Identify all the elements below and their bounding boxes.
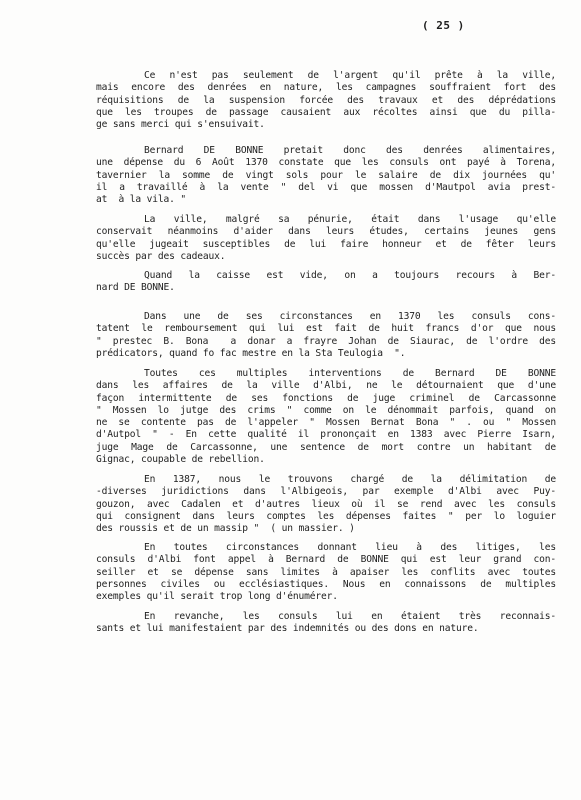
text-line: il a travaillé à la vente " del vi que mossen d'Mautpol avia prest-	[96, 181, 556, 193]
text-line: d'Autpol " - En cette qualité il prononçait en 1383 avec Pierre Isarn,	[96, 429, 556, 441]
text-line: Ce n'est pas seulement de l'argent qu'il prête à la ville,	[144, 70, 556, 81]
text-line: La ville, malgré sa pénurie, était dans l'usage qu'elle	[144, 214, 556, 225]
text-line: at à la vila. "	[96, 194, 187, 206]
text-line: que les troupes de passage causaient aux récoltes ainsi que du pilla-	[96, 106, 556, 118]
paragraph-7	[96, 474, 556, 535]
text-line: façon intermittente de ses fonctions de juge criminel de Carcassonne	[96, 392, 556, 404]
text-line: ne se contente pas de l'appeler " Mossen Bernat Bona " . ou " Mossen	[96, 417, 556, 429]
text-line: réquisitions de la suspension forcée des travaux et des déprédations	[96, 94, 556, 106]
paragraph-6	[96, 368, 556, 466]
text-line: " Mossen lo jutge des crims " comme on le dénommait parfois, quand on	[96, 404, 556, 416]
paragraph-5	[96, 311, 556, 360]
text-line: qu'elle jugeait susceptibles de lui faire honneur et de fêter leurs	[96, 238, 556, 250]
text-line: Toutes ces multiples interventions de Bernard DE BONNE	[144, 368, 556, 379]
text-line: tatent le remboursement qui lui est fait de huit francs d'or que nous	[96, 323, 556, 335]
text-line: une dépense du 6 Août 1370 constate que les consuls ont payé à Torena,	[96, 157, 556, 169]
text-line: " prestec B. Bona a donar a frayre Johan de Siaurac, de l'ordre des	[96, 335, 556, 347]
paragraph-9	[96, 611, 556, 636]
text-line: ge sans merci qui s'ensuivait.	[96, 119, 265, 131]
text-line: des roussis et de un massip " ( un massier. )	[96, 523, 355, 535]
text-line: sants et lui manifestaient par des indemnités ou des dons en nature.	[96, 623, 479, 635]
text-line: Dans une de ses circonstances en 1370 les consuls cons-	[144, 311, 556, 322]
text-line: Gignac, coupable de rebellion.	[96, 454, 265, 466]
paragraph-2	[96, 145, 556, 206]
text-line: consuls d'Albi font appel à Bernard de BONNE qui est leur grand con-	[96, 554, 556, 566]
text-line: seiller et se dépense sans limites à apaiser les conflits avec toutes	[96, 566, 556, 578]
text-line: En toutes circonstances donnant lieu à des litiges, les	[144, 542, 556, 553]
paragraph-8	[96, 542, 556, 603]
text-line: En revanche, les consuls lui en étaient très reconnais-	[144, 611, 556, 622]
text-line: exemples qu'il serait trop long d'énumérer.	[96, 591, 338, 603]
text-line: -diverses juridictions dans l'Albigeois, par exemple d'Albi avec Puy-	[96, 486, 556, 498]
paragraph-3	[96, 214, 556, 263]
text-line: personnes civiles ou ecclésiastiques. Nous en connaissons de multiples	[96, 578, 556, 590]
text-line: Bernard DE BONNE pretait donc des denrées alimentaires,	[144, 145, 556, 156]
text-line: Quand la caisse est vide, on a toujours recours à Ber-	[144, 270, 556, 281]
text-line: prédicators, quand fo fac mestre en la Sta Teulogia ".	[96, 347, 406, 359]
page-number: ( 25 )	[422, 19, 465, 32]
text-line: gouzon, avec Cadalen et d'autres lieux où il se rend avec les consuls	[96, 498, 556, 510]
text-line: juge Mage de Carcassonne, une sentence de mort contre un habitant de	[96, 441, 556, 453]
text-line: succès par des cadeaux.	[96, 250, 226, 262]
text-line: dans les affaires de la ville d'Albi, ne le détournaient que d'une	[96, 380, 556, 392]
text-line: En 1387, nous le trouvons chargé de la délimitation de	[144, 474, 556, 485]
text-line: conservait néanmoins d'aider dans leurs études, certains jeunes gens	[96, 226, 556, 238]
text-line: tavernier la somme de vingt sols pour le salaire de dix journées qu'	[96, 169, 556, 181]
paragraph-4	[96, 270, 556, 295]
text-line: qui consignent dans leurs comptes les dépenses faites " per lo loguier	[96, 510, 556, 522]
paragraph-1	[96, 70, 556, 131]
text-line: nard DE BONNE.	[96, 282, 175, 294]
text-line: mais encore des denrées en nature, les campagnes souffraient fort des	[96, 82, 556, 94]
